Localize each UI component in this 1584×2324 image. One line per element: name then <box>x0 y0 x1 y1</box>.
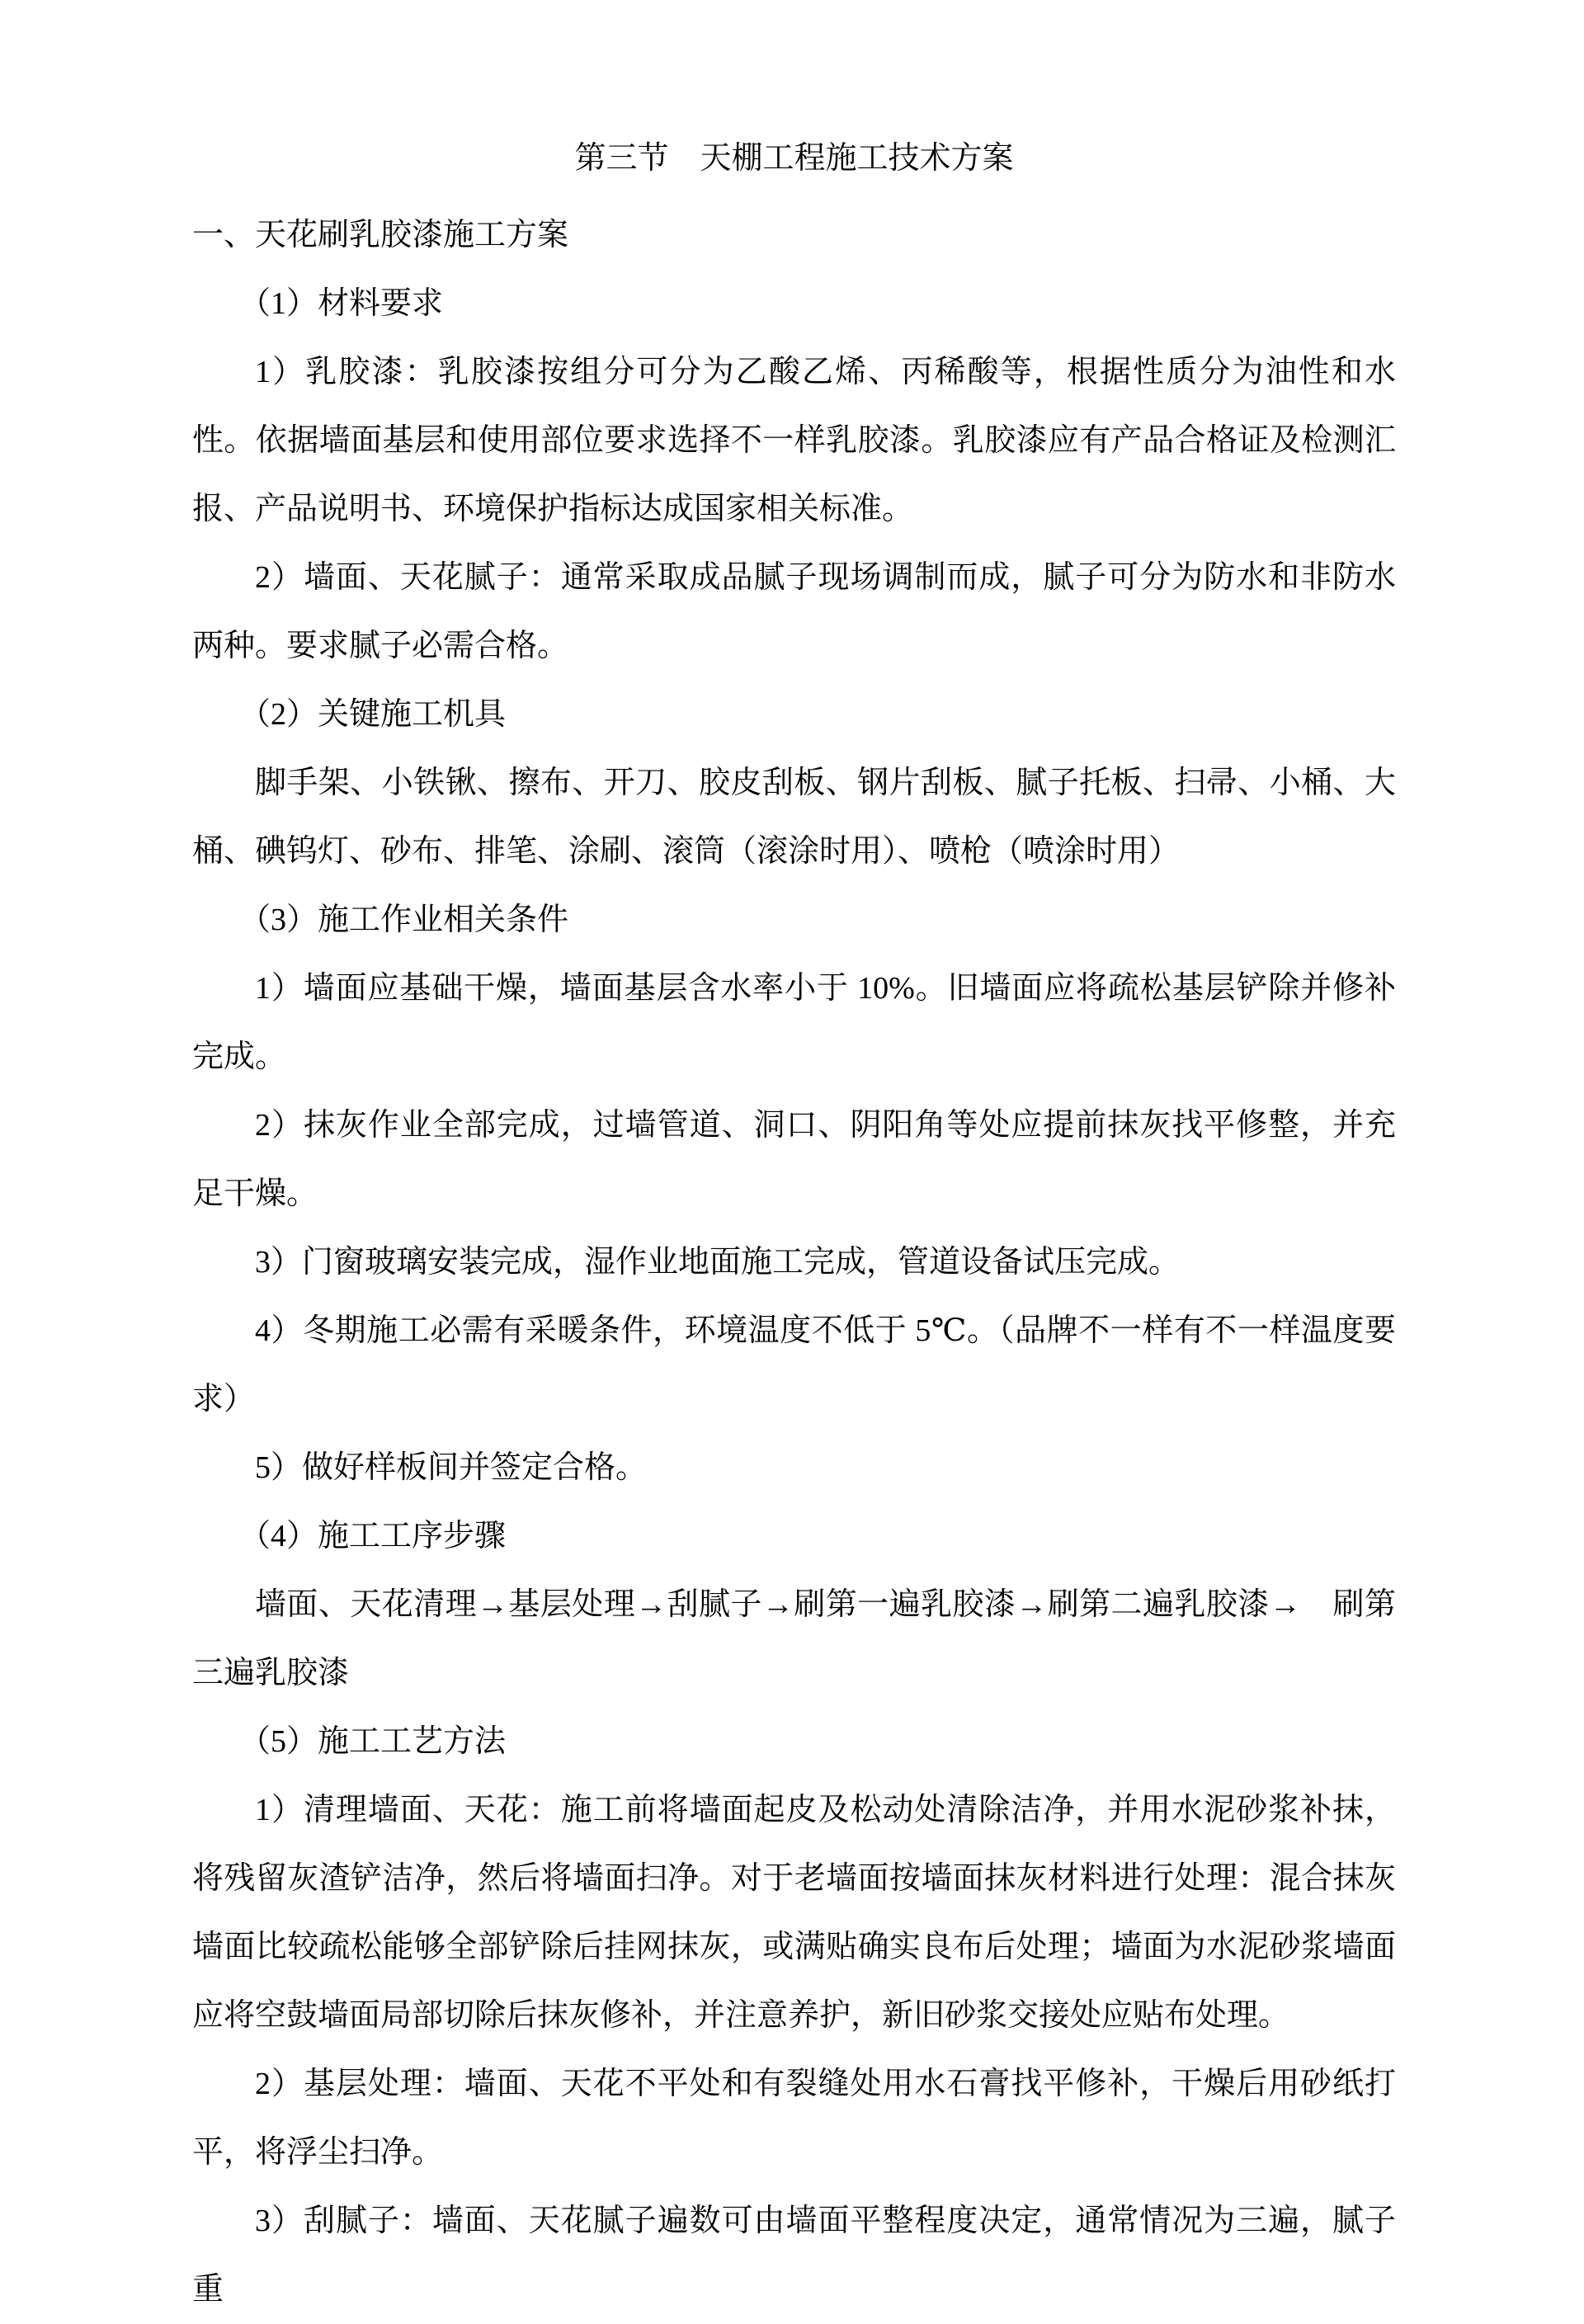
paragraph: 1）墙面应基础干燥，墙面基层含水率小于 10%。旧墙面应将疏松基层铲除并修补完成。 <box>192 971 1396 1074</box>
paragraph: 5）做好样板间并签定合格。 <box>255 1450 648 1485</box>
paragraph: 墙面、天花清理→基层处理→刮腻子→刷第一遍乳胶漆→刷第二遍乳胶漆→ 刷第三遍乳胶漆 <box>192 1587 1396 1690</box>
paragraph: 3）门窗玻璃安装完成，湿作业地面施工完成，管道设备试压完成。 <box>255 1245 1181 1280</box>
paragraph: （5）施工工艺方法 <box>239 1724 507 1759</box>
paragraph: 1）清理墙面、天花：施工前将墙面起皮及松动处清除洁净，并用水泥砂浆补抹，将残留灰渣铲洁净，然后将墙面扫净。对于老墙面按墙面抹灰材料进行处理：混合抹灰墙面比较疏松能够全部铲除后挂网抹灰，或满贴确实良布后处理；墙面为水泥砂浆墙面应将空鼓墙面局部切除后抹灰修补，并注意养护，新旧砂浆交接处应贴布处理。 <box>192 1793 1396 2033</box>
paragraph: 2）抹灰作业全部完成，过墙管道、洞口、阴阳角等处应提前抹灰找平修整，并充足干燥。 <box>192 1108 1396 1211</box>
paragraph: 3）刮腻子：墙面、天花腻子遍数可由墙面平整程度决定，通常情况为三遍，腻子重 <box>192 2204 1396 2307</box>
paragraph: （2）关键施工机具 <box>239 697 507 732</box>
paragraph: 2）墙面、天花腻子：通常采取成品腻子现场调制而成，腻子可分为防水和非防水两种。要求腻子必需合格。 <box>192 560 1396 663</box>
paragraph: 4）冬期施工必需有采暖条件，环境温度不低于 5℃。（品牌不一样有不一样温度要求） <box>192 1313 1396 1417</box>
paragraph: 一、天花刷乳胶漆施工方案 <box>192 218 569 252</box>
paragraph: 2）基层处理：墙面、天花不平处和有裂缝处用水石膏找平修补，干燥后用砂纸打平，将浮尘扫净。 <box>192 2067 1396 2170</box>
document-body <box>192 201 1396 2324</box>
document-title: 第三节 天棚工程施工技术方案 <box>574 141 1014 176</box>
paragraph: 脚手架、小铁锹、擦布、开刀、胶皮刮板、钢片刮板、腻子托板、扫帚、小桶、大桶、碘钨灯、砂布、排笔、涂刷、滚筒（滚涂时用）、喷枪（喷涂时用） <box>192 766 1396 869</box>
paragraph: （4）施工工序步骤 <box>239 1519 507 1553</box>
paragraph: （3）施工作业相关条件 <box>239 903 569 937</box>
paragraph: 1）乳胶漆：乳胶漆按组分可分为乙酸乙烯、丙稀酸等，根据性质分为油性和水性。依据墙面基层和使用部位要求选择不一样乳胶漆。乳胶漆应有产品合格证及检测汇报、产品说明书、环境保护指标达成国家相关标准。 <box>192 355 1396 526</box>
paragraph: （1）材料要求 <box>239 286 444 321</box>
